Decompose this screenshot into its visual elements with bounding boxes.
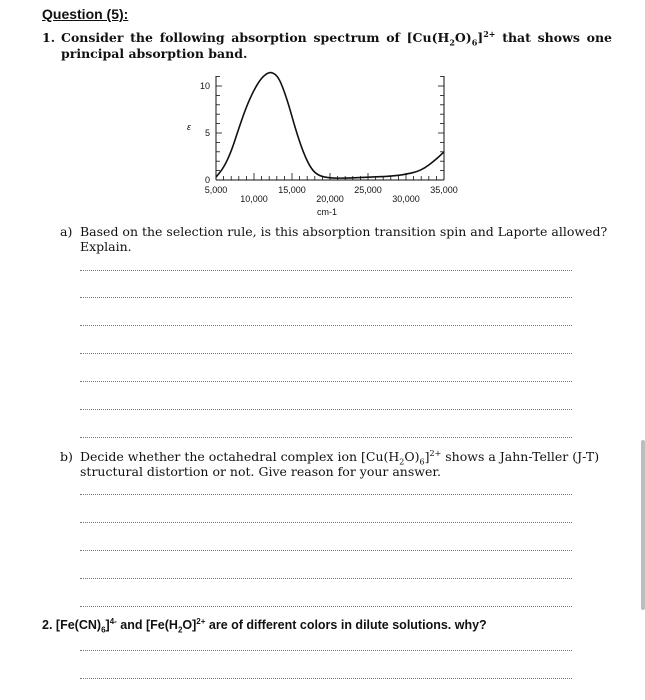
answer-line-a-6[interactable] [80,409,572,410]
q1-word: of [386,30,400,45]
x-axis-label: cm-1 [317,207,337,217]
x-tick-label: 35,000 [430,185,458,195]
question-1-number: 1. [42,30,56,45]
part-a-question [60,224,615,254]
part-b-text: Decide whether the octahedral complex ion $[Cu(H_2O)_6]^{2+}$ shows a Jahn-Teller (J-T) structural distortion or not. Give reason for your answer. [80,448,600,479]
x-tick-label: 20,000 [316,194,344,204]
q1-word: following [159,30,225,45]
y-tick-label: 10 [199,81,210,91]
answer-line-a-7[interactable] [80,437,572,438]
y-tick-label: 0 [204,175,210,185]
part-b-question [60,449,615,479]
q1-complex-formula: $[Cu(H_2O)_6]^{2+}$ [406,28,496,48]
q1-word: that [502,30,531,45]
chart-axes [216,76,444,180]
question-heading: Question (5): [42,6,129,22]
answer-line-2-1[interactable] [80,650,572,651]
answer-line-b-2[interactable] [80,522,572,523]
question-2 [42,616,487,635]
q1-word: absorption [231,30,307,45]
x-tick-label: 25,000 [354,185,382,195]
answer-line-2-2[interactable] [80,678,572,679]
y-axis-label: ε [187,122,191,132]
x-tick-label: 10,000 [240,194,268,204]
q1-word: Consider [61,30,124,45]
question-2-number: 2. [42,618,53,632]
chart-ticks [216,77,444,180]
q1-word: one [586,30,612,45]
x-tick-label: 15,000 [278,185,306,195]
q1-word: the [130,30,153,45]
x-tick-label: 30,000 [392,194,420,204]
answer-line-b-3[interactable] [80,550,572,551]
part-a-label: a) [60,224,73,239]
question-2-text: $[Fe(CN)_6]^{4-}$ and [$Fe(H_2O]^{2+}$ are of different colors in dilute solutions. why? [55,616,487,635]
answer-line-a-1[interactable] [80,270,572,271]
answer-line-a-3[interactable] [80,325,572,326]
vertical-scrollbar[interactable] [641,440,645,610]
answer-line-a-4[interactable] [80,353,572,354]
absorption-curve [216,73,444,179]
part-a-text: Based on the selection rule, is this absorption transition spin and Laporte allowed? Explain. [80,224,608,254]
x-tick-label: 5,000 [204,185,228,195]
answer-line-b-4[interactable] [80,578,572,579]
part-b-label: b) [60,449,73,464]
question-1-line-2: principal absorption band. [61,46,248,61]
absorption-spectrum-chart [0,0,645,225]
answer-line-b-5[interactable] [80,606,572,607]
chart-labels [187,81,458,217]
answer-line-a-5[interactable] [80,381,572,382]
answer-line-a-2[interactable] [80,297,572,298]
answer-line-b-1[interactable] [80,494,572,495]
q1-word: shows [537,30,580,45]
y-tick-label: 5 [204,128,210,138]
q1-word: spectrum [313,30,380,45]
